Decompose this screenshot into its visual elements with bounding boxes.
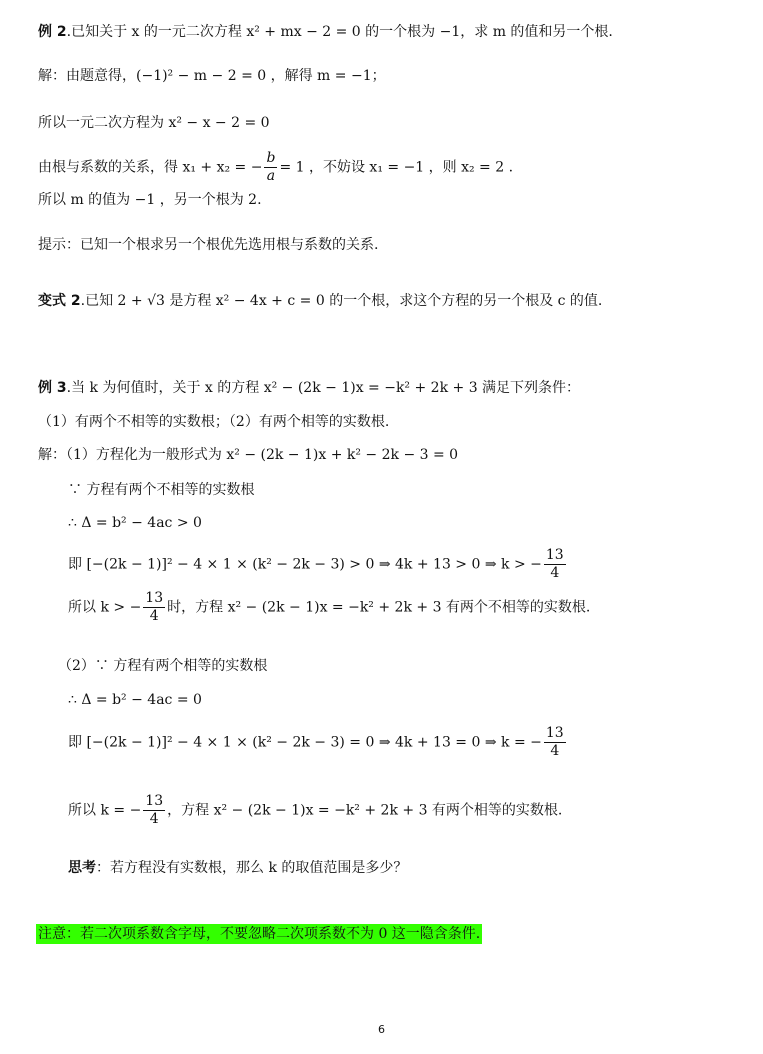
fraction-numerator: 13	[545, 547, 564, 563]
think-label: 思考	[68, 860, 96, 876]
vieta-text-a: 由根与系数的关系，得 x₁ + x₂ = −	[38, 159, 263, 176]
fraction-13-over-4	[143, 590, 165, 625]
fraction-denominator: 4	[550, 743, 560, 759]
think-line	[68, 859, 407, 877]
vieta-text-b: = 1 ，不妨设 x₁ = −1 ，则 x₂ = 2 .	[279, 159, 514, 176]
solution-3-line-4	[68, 547, 568, 582]
inequality-derivation: 即 [−(2k − 1)]² − 4 × 1 × (k² − 2k − 3) > 0 ⇒ 4k + 13 > 0 ⇒ k > −	[68, 556, 542, 573]
page-number: 6	[378, 1023, 385, 1036]
fraction-numerator: b	[266, 150, 276, 166]
hint-line: 提示：已知一个根求另一个根优先选用根与系数的关系.	[38, 237, 379, 253]
solution-2-line-3	[38, 150, 513, 185]
conditions-line: （1）有两个不相等的实数根；（2）有两个相等的实数根.	[38, 414, 390, 430]
fraction-numerator: 13	[145, 590, 164, 606]
example-3-label: 例 3	[38, 380, 67, 396]
variation-2-line	[38, 292, 602, 310]
conclusion-b: 时，方程 x² − (2k − 1)x = −k² + 2k + 3 有两个不相等的实数根.	[167, 599, 591, 616]
part-2-line-2: ∴ Δ = b² − 4ac = 0	[68, 692, 202, 708]
fraction-denominator: a	[266, 168, 276, 184]
example-3-text: .当 k 为何值时，关于 x 的方程 x² − (2k − 1)x = −k² + 2k + 3 满足下列条件：	[66, 380, 581, 396]
example-3-line	[38, 379, 580, 397]
think-text: ：若方程没有实数根，那么 k 的取值范围是多少？	[96, 860, 408, 876]
variation-2-label: 变式 2	[38, 293, 81, 309]
solution-3-line-3: ∴ Δ = b² − 4ac > 0	[68, 515, 202, 531]
example-2-text: .已知关于 x 的一元二次方程 x² + mx − 2 = 0 的一个根为 −1，求 m 的值和另一个根.	[66, 24, 613, 40]
conclusion-2a: 所以 k = −	[68, 802, 142, 819]
fraction-denominator: 4	[149, 811, 159, 827]
fraction-numerator: 13	[145, 793, 164, 809]
solution-3-line-1: 解：（1）方程化为一般形式为 x² − (2k − 1)x + k² − 2k − 3 = 0	[38, 447, 459, 463]
solution-2-line-1: 解：由题意得，(−1)² − m − 2 = 0 ，解得 m = −1；	[38, 68, 386, 84]
fraction-13-over-4	[544, 547, 566, 582]
fraction-numerator: 13	[545, 725, 564, 741]
fraction-13-over-4	[544, 725, 566, 760]
fraction-13-over-4	[143, 793, 165, 828]
equality-derivation: 即 [−(2k − 1)]² − 4 × 1 × (k² − 2k − 3) = 0 ⇒ 4k + 13 = 0 ⇒ k = −	[68, 734, 542, 751]
solution-3-line-2: ∵ 方程有两个不相等的实数根	[68, 482, 255, 498]
example-2-line	[38, 23, 613, 41]
fraction-denominator: 4	[149, 608, 159, 624]
example-2-label: 例 2	[38, 24, 67, 40]
fraction-b-over-a	[264, 150, 277, 185]
part-2-line-3	[68, 725, 568, 760]
note-highlight: 注意：若二次项系数含字母，不要忽略二次项系数不为 0 这一隐含条件.	[38, 926, 481, 942]
solution-2-line-2: 所以一元二次方程为 x² − x − 2 = 0	[38, 115, 270, 131]
fraction-denominator: 4	[550, 565, 560, 581]
conclusion-a: 所以 k > −	[68, 599, 142, 616]
part-2-line-1: （2）∵ 方程有两个相等的实数根	[58, 658, 268, 674]
conclusion-2b: ，方程 x² − (2k − 1)x = −k² + 2k + 3 有两个相等的实数根.	[167, 802, 563, 819]
variation-2-text: .已知 2 + √3 是方程 x² − 4x + c = 0 的一个根，求这个方程的另一个根及 c 的值.	[80, 293, 603, 309]
solution-2-line-4: 所以 m 的值为 −1 ，另一个根为 2.	[38, 192, 262, 208]
part-2-line-4	[68, 793, 562, 828]
note-line	[36, 925, 482, 943]
solution-3-line-5	[68, 590, 590, 625]
